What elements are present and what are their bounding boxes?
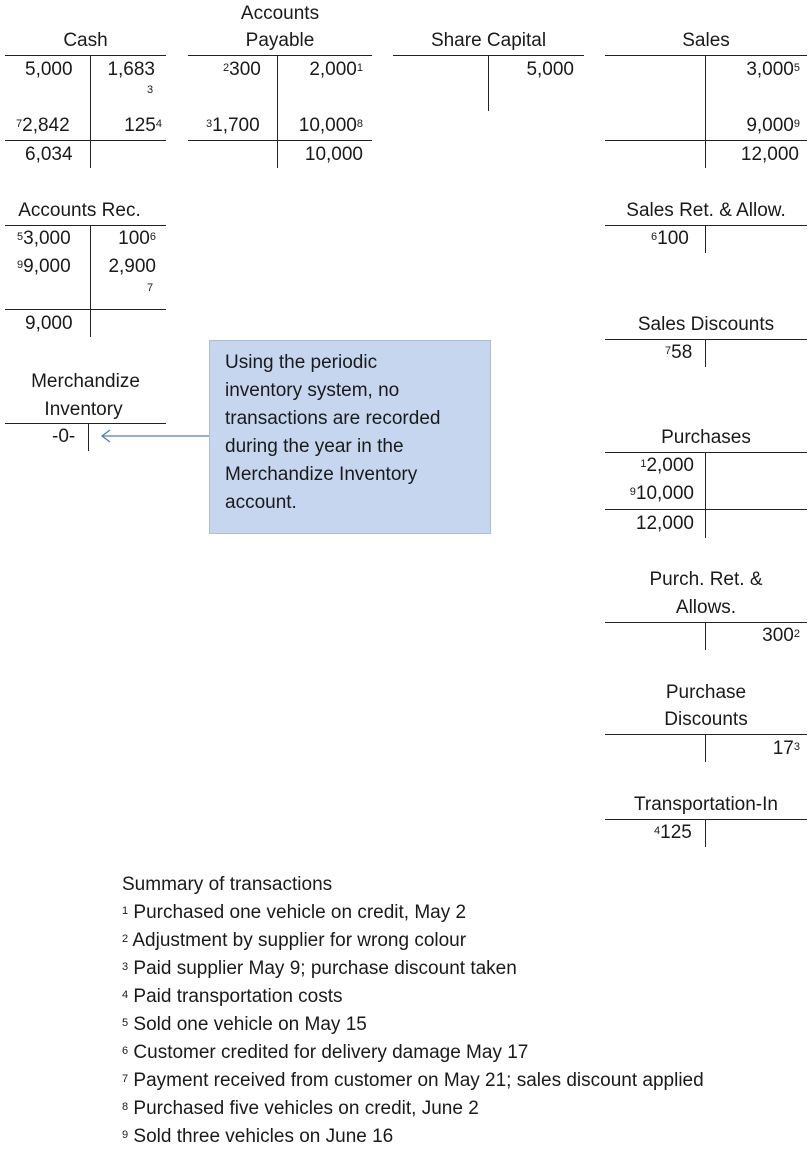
summary-item: $^2$ Adjustment by supplier for wrong colour	[122, 930, 467, 951]
debit-entry: -0-	[52, 426, 76, 447]
debit-entry: $^9$9,000	[17, 256, 71, 277]
account-title: Cash	[63, 30, 108, 51]
t-account-purchase-returns-allowances	[605, 566, 807, 654]
summary-heading: Summary of transactions	[122, 874, 333, 895]
account-top-rule	[605, 819, 807, 820]
credit-entry: 1,683	[107, 59, 155, 80]
t-account-sales	[605, 0, 807, 170]
summary-item: $^4$ Paid transportation costs	[122, 986, 343, 1007]
credit-total: 12,000	[740, 144, 799, 165]
debit-total: 9,000	[25, 313, 73, 334]
note-line: Merchandize Inventory	[225, 464, 418, 485]
debit-entry: $^6$100	[651, 228, 689, 249]
summary-item: $^6$ Customer credited for delivery damage May 17	[122, 1042, 529, 1063]
debit-total: 6,034	[25, 144, 73, 165]
account-divider	[705, 339, 706, 367]
account-divider	[88, 423, 89, 451]
account-title: Purch. Ret. &	[649, 569, 763, 590]
account-title: Share Capital	[430, 30, 547, 51]
account-divider	[705, 452, 706, 538]
debit-total: 12,000	[635, 513, 694, 534]
credit-entry: $100^6$	[118, 228, 156, 249]
t-account-transportation-in	[605, 791, 807, 851]
credit-entry: $300^2$	[762, 625, 800, 646]
arrow-left-icon	[96, 428, 210, 444]
account-title: Sales Discounts	[637, 314, 775, 335]
account-title: Discounts	[664, 709, 748, 730]
note-line: transactions are recorded	[225, 408, 441, 429]
credit-entry: 3,000$^5$	[746, 59, 800, 80]
account-divider	[705, 225, 706, 253]
credit-footnote-marker: 7	[147, 282, 154, 294]
account-title: Sales Ret. & Allow.	[626, 200, 786, 221]
note-line: Using the periodic	[225, 352, 378, 373]
credit-footnote-marker: 3	[147, 84, 154, 96]
account-title: Payable	[245, 30, 315, 51]
t-account-purchase-discounts	[605, 679, 807, 767]
account-title: Sales	[682, 30, 730, 51]
debit-entry: $^3$1,700	[206, 115, 260, 136]
transaction-summary	[122, 871, 802, 1151]
debit-entry: $^9$10,000	[629, 483, 694, 504]
summary-item: $^5$ Sold one vehicle on May 15	[122, 1014, 367, 1035]
account-top-rule	[605, 225, 807, 226]
account-title: Allows.	[675, 597, 737, 618]
t-account-sales-returns-allowances	[605, 197, 807, 257]
debit-entry: $^4$125	[654, 822, 692, 843]
summary-item: $^9$ Sold three vehicles on June 16	[122, 1126, 394, 1147]
t-account-share-capital	[393, 0, 584, 115]
account-top-rule	[605, 339, 807, 340]
credit-entry: 5,000	[526, 59, 574, 80]
credit-entry: 2,000$^1$	[309, 59, 363, 80]
debit-entry: $^7$58	[665, 342, 693, 363]
t-account-sales-discounts	[605, 311, 807, 371]
account-title: Purchases	[661, 427, 751, 448]
debit-entry: $^2$300	[223, 59, 261, 80]
t-account-accounts-receivable	[5, 197, 166, 342]
credit-entry: 2,900	[108, 256, 156, 277]
t-account-accounts-payable	[188, 0, 372, 170]
credit-entry: 10,000$^8$	[298, 115, 363, 136]
note-line: inventory system, no	[225, 380, 400, 401]
summary-item: $^3$ Paid supplier May 9; purchase discount taken	[122, 958, 517, 979]
debit-entry: $^1$2,000	[640, 455, 694, 476]
periodic-inventory-note	[209, 340, 491, 534]
debit-entry: $^5$3,000	[17, 228, 71, 249]
credit-total: 10,000	[304, 144, 363, 165]
account-title: Inventory	[44, 399, 123, 420]
note-line: account.	[225, 492, 297, 513]
note-line: during the year in the	[225, 436, 404, 457]
account-title: Transportation-In	[634, 794, 778, 815]
account-title: Merchandize	[31, 371, 140, 392]
summary-item: $^1$ Purchased one vehicle on credit, May 2	[122, 902, 467, 923]
debit-entry: $^7$2,842	[16, 115, 70, 136]
t-account-cash	[5, 0, 166, 170]
account-top-rule	[5, 423, 166, 424]
credit-entry: $17^3$	[772, 738, 800, 759]
summary-item: $^7$ Payment received from customer on May 21; sales discount applied	[122, 1070, 704, 1091]
debit-entry: 5,000	[25, 59, 73, 80]
credit-entry: $125^4$	[124, 115, 162, 136]
account-divider	[705, 819, 706, 847]
summary-item: $^8$ Purchased five vehicles on credit, June 2	[122, 1098, 479, 1119]
credit-entry: 9,000$^9$	[746, 115, 800, 136]
account-title: Accounts	[240, 3, 320, 24]
account-title: Purchase	[665, 682, 747, 703]
account-title: Accounts Rec.	[18, 200, 141, 221]
t-account-purchases	[605, 424, 807, 544]
